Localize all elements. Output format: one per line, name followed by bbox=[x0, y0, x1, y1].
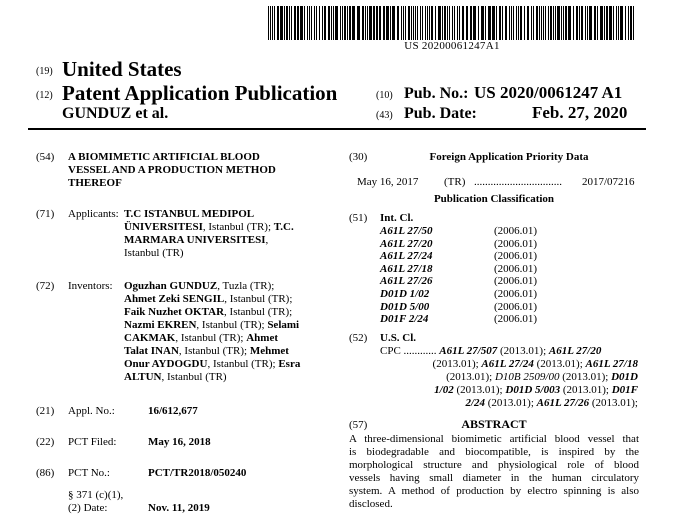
cpc-year: (2013.01); bbox=[562, 384, 609, 396]
us-cl-label: U.S. Cl. bbox=[380, 332, 417, 344]
barcode-bar bbox=[561, 6, 562, 40]
barcode-bar bbox=[280, 6, 283, 40]
abstract-line: morphological structure and physiological role of blood bbox=[349, 459, 639, 471]
barcode-bar bbox=[509, 6, 510, 40]
barcode-bar bbox=[492, 6, 495, 40]
cpc-year: (2013.01); bbox=[456, 384, 503, 396]
inid-86: (86) bbox=[36, 467, 55, 479]
barcode-bar bbox=[579, 6, 580, 40]
barcode-bar bbox=[270, 6, 271, 40]
barcode-bar bbox=[352, 6, 355, 40]
barcode-bar bbox=[589, 6, 592, 40]
barcode-bar bbox=[435, 6, 436, 40]
barcode-bar bbox=[277, 6, 279, 40]
barcode-bar bbox=[520, 6, 522, 40]
barcode-bar bbox=[392, 6, 395, 40]
priority-number: 2017/07216 bbox=[582, 176, 635, 188]
barcode-bar bbox=[413, 6, 414, 40]
s371-date-value: Nov. 11, 2019 bbox=[148, 502, 210, 514]
abstract-heading: ABSTRACT bbox=[461, 417, 527, 431]
barcode-bar bbox=[357, 6, 360, 40]
barcode-bar bbox=[539, 6, 540, 40]
priority-country: (TR) bbox=[444, 176, 466, 188]
publication-classification-heading: Publication Classification bbox=[433, 193, 555, 205]
barcode-bar bbox=[557, 6, 560, 40]
applicants-text bbox=[124, 208, 324, 260]
abstract-body bbox=[349, 433, 639, 511]
barcode-bar bbox=[347, 6, 348, 40]
pct-filed-value: May 16, 2018 bbox=[148, 436, 211, 448]
barcode-bar bbox=[335, 6, 338, 40]
barcode-bar bbox=[630, 6, 632, 40]
barcode-bar bbox=[397, 6, 399, 40]
s371-date-label: (2) Date: bbox=[68, 502, 108, 514]
barcode-bar bbox=[604, 6, 605, 40]
inventor-location: , Istanbul (TR); bbox=[224, 293, 293, 305]
barcode-bar bbox=[411, 6, 412, 40]
barcode-bar bbox=[447, 6, 448, 40]
cpc-code: 1/02 bbox=[434, 384, 454, 396]
int-cl-version: (2006.01) bbox=[494, 300, 538, 313]
barcode-bar bbox=[291, 6, 292, 40]
cpc-code: 2/24 bbox=[465, 397, 485, 409]
barcode-bar bbox=[300, 6, 303, 40]
cpc-text bbox=[380, 345, 638, 410]
barcode-bar bbox=[576, 6, 578, 40]
barcode-bar bbox=[373, 6, 375, 40]
barcode-bar bbox=[309, 6, 310, 40]
inid-52: (52) bbox=[349, 332, 368, 344]
applicants-label: Applicants: bbox=[68, 208, 119, 220]
barcode-bar bbox=[342, 6, 343, 40]
barcode-bar bbox=[438, 6, 441, 40]
cpc-code: D01F bbox=[611, 384, 638, 396]
barcode-bar bbox=[422, 6, 423, 40]
int-cl-version: (2006.01) bbox=[494, 313, 538, 326]
pct-no-label: PCT No.: bbox=[68, 467, 110, 479]
pct-no-value: PCT/TR2018/050240 bbox=[148, 467, 247, 479]
foreign-priority-heading: Foreign Application Priority Data bbox=[429, 151, 589, 163]
cpc-code: A61L 27/26 bbox=[536, 397, 590, 409]
cpc-code: D10B 2509/00 bbox=[494, 371, 560, 383]
barcode-bar bbox=[470, 6, 472, 40]
barcode-bar bbox=[496, 6, 497, 40]
barcode-bar bbox=[304, 6, 305, 40]
inventor-name: Faik Nuzhet OKTAR bbox=[124, 306, 225, 318]
cpc-year: (2013.01); bbox=[432, 358, 479, 370]
inid-30: (30) bbox=[349, 151, 368, 163]
barcode-bar bbox=[268, 6, 269, 40]
cpc-year: (2013.01); bbox=[487, 397, 534, 409]
barcode-bar bbox=[628, 6, 629, 40]
cpc-label: CPC bbox=[380, 345, 401, 357]
inventor-location: , Istanbul (TR); bbox=[175, 332, 247, 344]
cpc-code: A61L 27/24 bbox=[481, 358, 534, 370]
pub-no-label: Pub. No.: bbox=[404, 85, 469, 102]
inventor-name: Nazmi EKREN bbox=[124, 319, 197, 331]
barcode-bar bbox=[425, 6, 426, 40]
abstract-line: is biodegradable and biocompatible, is inspired by the bbox=[349, 446, 639, 458]
barcode-bar bbox=[473, 6, 476, 40]
pub-date-value: Feb. 27, 2020 bbox=[532, 103, 628, 122]
applicant-name: ÜNIVERSITESI bbox=[124, 221, 203, 233]
int-cl-code: A61L 27/18 bbox=[380, 262, 433, 275]
barcode-bar bbox=[488, 6, 491, 40]
barcode-bar bbox=[365, 6, 366, 40]
header-rule bbox=[28, 128, 646, 130]
title-line: A BIOMIMETIC ARTIFICIAL BLOOD bbox=[68, 151, 260, 163]
barcode-bar bbox=[431, 6, 433, 40]
pub-no-value: US 2020/0061247 A1 bbox=[474, 83, 623, 102]
pub-date-label: Pub. Date: bbox=[404, 105, 477, 122]
inventor-name: Ahmet Zeki SENGIL bbox=[124, 293, 225, 305]
inid-43: (43) bbox=[376, 110, 393, 121]
barcode-bar bbox=[284, 6, 285, 40]
int-cl-version: (2006.01) bbox=[494, 250, 538, 263]
barcode-bar bbox=[548, 6, 549, 40]
barcode-bar bbox=[319, 6, 320, 40]
inventor-name: Oguzhan GUNDUZ bbox=[124, 280, 218, 292]
barcode-bar bbox=[555, 6, 556, 40]
barcode-bar bbox=[331, 6, 332, 40]
cpc-code: A61L 27/507 bbox=[439, 345, 498, 357]
barcode-bar bbox=[286, 6, 288, 40]
barcode-bar bbox=[322, 6, 323, 40]
inventor-location: , Istanbul (TR); bbox=[207, 358, 279, 370]
cpc-code: A61L 27/20 bbox=[548, 345, 602, 357]
barcode-bar bbox=[563, 6, 564, 40]
applicant-location: , Istanbul (TR); bbox=[202, 221, 274, 233]
inventor-name: ALTUN bbox=[124, 371, 162, 383]
barcode-bar bbox=[449, 6, 450, 40]
barcode-bar bbox=[349, 6, 351, 40]
barcode-bar bbox=[297, 6, 299, 40]
barcode-bar bbox=[616, 6, 617, 40]
priority-dots: ................................ bbox=[474, 176, 562, 188]
barcode-bar bbox=[527, 6, 529, 40]
applicant-name: T.C. bbox=[273, 221, 294, 233]
barcode-bar bbox=[573, 6, 574, 40]
int-cl-code: D01D 1/02 bbox=[380, 288, 430, 300]
barcode-bar bbox=[376, 6, 378, 40]
cpc-year: (2013.01); bbox=[500, 345, 547, 357]
barcode-bar bbox=[536, 6, 538, 40]
barcode-bar bbox=[383, 6, 385, 40]
int-cl-code: A61L 27/24 bbox=[380, 250, 433, 263]
barcode-bar bbox=[600, 6, 603, 40]
inventor-location: , Istanbul (TR); bbox=[178, 345, 250, 357]
inventor-name: Selami bbox=[267, 319, 300, 331]
barcode-bar bbox=[594, 6, 596, 40]
abstract-line: A three-dimensional biomimetic artificial blood vessel that bbox=[349, 433, 639, 445]
barcode-bar bbox=[481, 6, 484, 40]
inventor-name: Mehmet bbox=[249, 345, 289, 357]
int-cl-code: A61L 27/26 bbox=[380, 275, 433, 288]
barcode-bar bbox=[344, 6, 346, 40]
barcode-bar bbox=[429, 6, 430, 40]
appl-no-value: 16/612,677 bbox=[148, 405, 198, 417]
priority-date: May 16, 2017 bbox=[357, 176, 419, 188]
inid-10: (10) bbox=[376, 90, 393, 101]
barcode-bar bbox=[316, 6, 317, 40]
country-name: United States bbox=[62, 57, 182, 81]
barcode-bar bbox=[518, 6, 519, 40]
barcode-bar bbox=[543, 6, 544, 40]
inid-54: (54) bbox=[36, 151, 55, 163]
barcode-bar bbox=[462, 6, 464, 40]
barcode-bar bbox=[408, 6, 410, 40]
barcode-bar bbox=[415, 6, 416, 40]
barcode-bar bbox=[511, 6, 512, 40]
barcode-bar bbox=[314, 6, 315, 40]
barcode-bar bbox=[553, 6, 554, 40]
inid-12: (12) bbox=[36, 90, 53, 101]
applicant-sep: , bbox=[265, 234, 269, 246]
barcode-bar bbox=[524, 6, 525, 40]
barcode-bar bbox=[513, 6, 514, 40]
barcode-bar bbox=[625, 6, 626, 40]
s371-label: § 371 (c)(1), bbox=[68, 489, 124, 501]
cpc-dots: ............ bbox=[403, 345, 437, 357]
inventor-name: Onur AYDOGDU bbox=[124, 358, 208, 370]
barcode-bar bbox=[620, 6, 623, 40]
barcode-bar bbox=[369, 6, 372, 40]
cpc-code: D01D 5/003 bbox=[505, 384, 561, 396]
inid-21: (21) bbox=[36, 405, 55, 417]
inventor-location: , Istanbul (TR) bbox=[161, 371, 227, 383]
cpc-year: (2013.01); bbox=[562, 371, 609, 383]
inventors-label: Inventors: bbox=[68, 280, 113, 292]
inventor-name: Ahmet bbox=[246, 332, 278, 344]
int-cl-version: (2006.01) bbox=[494, 275, 538, 288]
barcode-bar bbox=[333, 6, 334, 40]
barcode-bar bbox=[405, 6, 406, 40]
barcode-number: US 20200061247A1 bbox=[404, 40, 500, 52]
barcode-bar bbox=[324, 6, 326, 40]
barcode-bar bbox=[452, 6, 453, 40]
inid-51: (51) bbox=[349, 212, 368, 224]
barcode-bar bbox=[444, 6, 446, 40]
int-cl-version: (2006.01) bbox=[494, 225, 538, 237]
authors: GUNDUZ et al. bbox=[62, 105, 169, 122]
barcode-bar bbox=[420, 6, 421, 40]
int-cl-label: Int. Cl. bbox=[380, 212, 414, 224]
inventor-location: , Istanbul (TR); bbox=[224, 306, 293, 318]
barcode-bar bbox=[613, 6, 614, 40]
inventor-name: Esra bbox=[278, 358, 301, 370]
barcode-bar bbox=[340, 6, 341, 40]
barcode-bar bbox=[499, 6, 501, 40]
cpc-year: (2013.01); bbox=[446, 371, 493, 383]
barcode-bar bbox=[597, 6, 598, 40]
barcode-bar bbox=[531, 6, 532, 40]
barcode-bar bbox=[289, 6, 290, 40]
inventor-name: CAKMAK bbox=[124, 332, 176, 344]
pct-filed-label: PCT Filed: bbox=[68, 436, 117, 448]
barcode-bar bbox=[362, 6, 364, 40]
barcode-bar bbox=[367, 6, 368, 40]
barcode-bar bbox=[502, 6, 503, 40]
barcode-bar bbox=[618, 6, 619, 40]
int-cl-version: (2006.01) bbox=[494, 262, 538, 275]
barcode-bar bbox=[401, 6, 402, 40]
inid-22: (22) bbox=[36, 436, 55, 448]
int-cl-code: D01F 2/24 bbox=[380, 313, 429, 326]
int-cl-code: A61L 27/20 bbox=[380, 237, 433, 250]
cpc-code: D01D bbox=[611, 371, 638, 383]
applicant-name: T.C ISTANBUL MEDIPOL bbox=[124, 208, 255, 220]
barcode-bar bbox=[427, 6, 428, 40]
publication-type: Patent Application Publication bbox=[62, 81, 338, 105]
barcode-bar bbox=[609, 6, 612, 40]
inventor-location: , Istanbul (TR); bbox=[196, 319, 268, 331]
barcode-bar bbox=[565, 6, 567, 40]
appl-no-label: Appl. No.: bbox=[68, 405, 115, 417]
barcode-bar bbox=[606, 6, 608, 40]
barcode-bar bbox=[390, 6, 391, 40]
barcode-bar bbox=[466, 6, 468, 40]
applicant-location: Istanbul (TR) bbox=[124, 247, 184, 259]
barcode-bar bbox=[454, 6, 455, 40]
cpc-year: (2013.01); bbox=[536, 358, 583, 370]
cpc-code: A61L 27/18 bbox=[585, 358, 638, 370]
barcode-bar bbox=[581, 6, 583, 40]
inid-19: (19) bbox=[36, 66, 53, 77]
abstract-line: vessels having small diameter in the human circulatory bbox=[349, 472, 639, 484]
inventor-name: Talat INAN bbox=[124, 345, 179, 357]
title-line: VESSEL AND A PRODUCTION METHOD bbox=[68, 164, 276, 176]
barcode-bar bbox=[478, 6, 479, 40]
cpc-year: (2013.01); bbox=[591, 397, 638, 409]
barcode-bar bbox=[550, 6, 552, 40]
barcode-bar bbox=[294, 6, 296, 40]
inid-72: (72) bbox=[36, 280, 55, 292]
int-cl-code: D01D 5/00 bbox=[380, 300, 430, 313]
barcode-bar bbox=[516, 6, 517, 40]
barcode-bar bbox=[272, 6, 273, 40]
barcode-bar bbox=[568, 6, 571, 40]
barcode-bar bbox=[442, 6, 443, 40]
applicant-name: MARMARA UNIVERSITESI bbox=[124, 234, 266, 246]
barcode-bar bbox=[585, 6, 586, 40]
barcode-bar bbox=[459, 6, 460, 40]
barcode-bar bbox=[386, 6, 389, 40]
barcode-bar bbox=[587, 6, 588, 40]
int-cl-version: (2006.01) bbox=[494, 237, 538, 250]
inventors-text bbox=[124, 280, 334, 384]
barcode-bar bbox=[633, 6, 634, 40]
barcode-bar bbox=[533, 6, 534, 40]
barcode-bar bbox=[403, 6, 404, 40]
abstract-line: system. A method of production by electro spinning is also bbox=[349, 485, 639, 497]
barcode-bar bbox=[541, 6, 542, 40]
barcode-bar bbox=[328, 6, 330, 40]
int-cl-code: A61L 27/50 bbox=[380, 225, 433, 237]
barcode-bar bbox=[307, 6, 308, 40]
barcode-bar bbox=[485, 6, 486, 40]
inid-71: (71) bbox=[36, 208, 55, 220]
int-cl-version: (2006.01) bbox=[494, 288, 538, 300]
barcode-bar bbox=[505, 6, 507, 40]
abstract-line: disclosed. bbox=[349, 498, 393, 510]
barcode bbox=[268, 6, 636, 40]
inventor-location: , Tuzla (TR); bbox=[217, 280, 275, 292]
barcode-bar bbox=[311, 6, 312, 40]
inid-57: (57) bbox=[349, 419, 368, 431]
barcode-bar bbox=[545, 6, 546, 40]
barcode-bar bbox=[457, 6, 458, 40]
title-line: THEREOF bbox=[68, 177, 122, 189]
barcode-bar bbox=[417, 6, 418, 40]
barcode-bar bbox=[274, 6, 275, 40]
barcode-bar bbox=[379, 6, 381, 40]
